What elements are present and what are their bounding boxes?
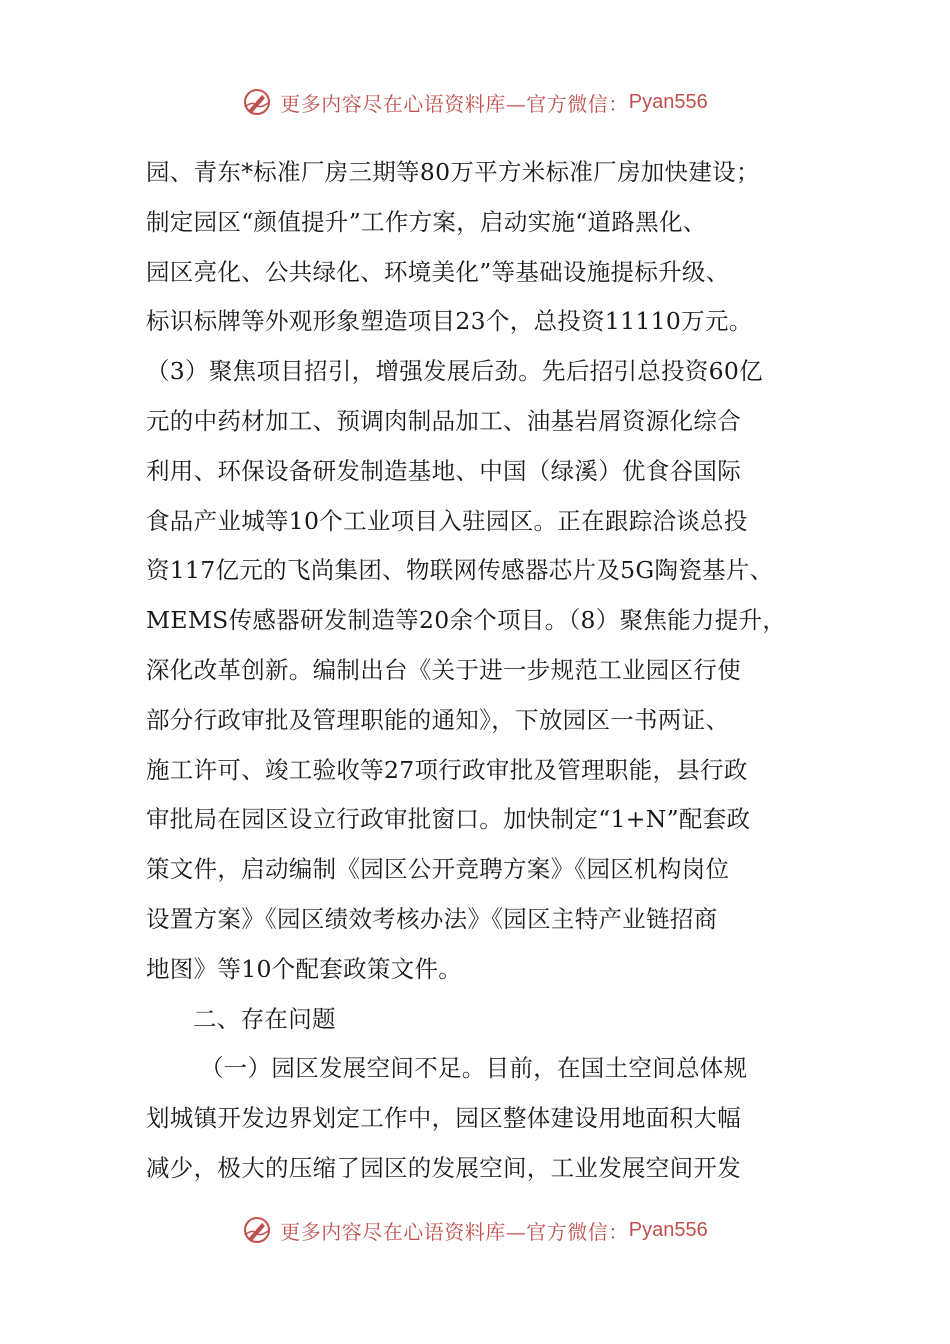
body-line: 审批局在园区设立行政审批窗口。加快制定“1+N”配套政	[146, 805, 751, 834]
pen-signature-logo-icon	[242, 1215, 272, 1245]
section-heading: 二、存在问题	[193, 1004, 336, 1033]
body-line: 设置方案》《园区绩效考核办法》《园区主特产业链招商	[146, 904, 718, 933]
body-line: 深化改革创新。编制出台《关于进一步规范工业园区行使	[146, 655, 741, 684]
body-line: 园、青东*标准厂房三期等80万平方米标准厂房加快建设；	[146, 158, 760, 186]
footer-banner	[0, 1210, 950, 1250]
body-line: 资117亿元的飞尚集团、物联网传感器芯片及5G陶瓷基片、	[146, 556, 774, 585]
section-line: 划城镇开发边界划定工作中，园区整体建设用地面积大幅	[146, 1104, 741, 1133]
body-line: 地图》等10个配套政策文件。	[146, 954, 463, 983]
pen-signature-logo-icon	[242, 87, 272, 117]
body-line: 元的中药材加工、预调肉制品加工、油基岩屑资源化综合	[146, 406, 741, 435]
section-line: 减少，极大的压缩了园区的发展空间，工业发展空间开发	[146, 1153, 741, 1182]
body-line: 园区亮化、公共绿化、环境美化”等基础设施提标升级、	[146, 257, 730, 286]
body-line: 食品产业城等10个工业项目入驻园区。正在跟踪洽谈总投	[146, 506, 748, 535]
body-line: MEMS传感器研发制造等20余个项目。（8）聚焦能力提升，	[146, 606, 787, 635]
header-banner-wechat-id: Pyan556	[628, 90, 708, 113]
body-line: 施工许可、竣工验收等27项行政审批及管理职能，县行政	[146, 755, 748, 784]
section-line: （一）园区发展空间不足。目前，在国土空间总体规	[200, 1054, 748, 1083]
body-line: （3）聚焦项目招引，增强发展后劲。先后招引总投资60亿	[146, 357, 763, 386]
header-banner	[0, 82, 950, 122]
body-line: 策文件，启动编制《园区公开竞聘方案》《园区机构岗位	[146, 855, 730, 884]
body-line: 利用、环保设备研发制造基地、中国（绿溪）优食谷国际	[146, 456, 741, 485]
document-body	[146, 148, 808, 1194]
footer-banner-text: 更多内容尽在心语资料库—官方微信：	[280, 1219, 629, 1244]
footer-banner-wechat-id: Pyan556	[628, 1218, 708, 1241]
body-line: 制定园区“颜值提升”工作方案，启动实施“道路黑化、	[146, 207, 707, 236]
header-banner-text: 更多内容尽在心语资料库—官方微信：	[280, 91, 629, 116]
body-line: 部分行政审批及管理职能的通知》，下放园区一书两证、	[146, 705, 730, 734]
body-line: 标识标牌等外观形象塑造项目23个，总投资11110万元。	[146, 307, 753, 336]
